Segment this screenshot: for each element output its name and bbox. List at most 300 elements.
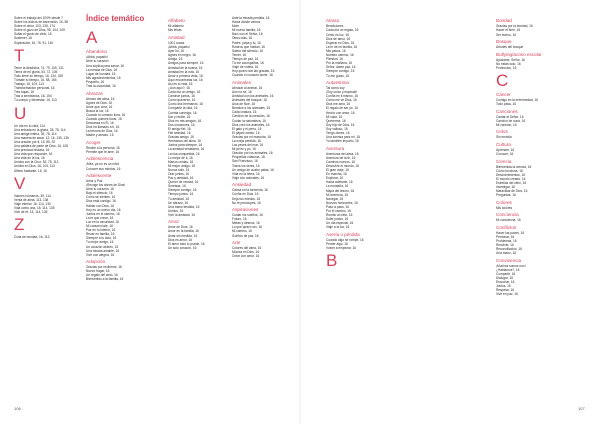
index-entry: ¿Aún aquí?, 16 xyxy=(168,86,190,90)
index-entry: Tu mejor amigo, 16 xyxy=(86,240,114,245)
index-entry: Descansa en Él, 16 xyxy=(86,121,114,126)
index-entry: Orar juntos, 16 xyxy=(168,171,190,176)
index-entry: Subir juntos, 16 xyxy=(326,217,349,222)
index-entry: Cuando tu corazón llora, 16 xyxy=(86,112,126,117)
index-heading: Abandono xyxy=(86,49,107,55)
index-entry: Hacer el bien, 16 xyxy=(496,28,521,33)
index-entry: Confía en Dios, 16 xyxy=(232,192,259,197)
index-column-4 xyxy=(232,16,274,258)
index-entry: Maravillas de Dios, 16 xyxy=(496,189,528,194)
index-heading: Ciencia xyxy=(496,158,512,164)
index-entry: Tú me acompañas, 16 xyxy=(232,61,264,66)
index-entry: Todo tiene su tiempo, 16, 134, 155 xyxy=(14,73,63,78)
index-entry: Tómate tu tiempo, 16, 58, 154 xyxy=(14,77,57,82)
index-heading: Ansiedad xyxy=(232,182,252,188)
index-entry: Canción de cuna, 16 xyxy=(496,118,526,123)
index-entry: Deja tus miedos, 16 xyxy=(232,196,261,201)
index-entry: Canción de la creación, 16 xyxy=(232,114,270,119)
index-entry: Futuro, 16 xyxy=(232,217,247,222)
index-entry: Cada día un regalo, 16 xyxy=(326,28,359,33)
index-heading: Amistad xyxy=(168,34,185,40)
index-entry: Rezar en familia, 16 xyxy=(86,232,115,237)
index-entry: Pequeñas criaturas, 16 xyxy=(232,155,265,160)
index-entry: Conocer, 16 xyxy=(496,152,514,157)
index-heading: Adolescencia xyxy=(86,156,114,162)
index-entry: Quererme, 16 xyxy=(326,118,346,123)
index-entry: Cuenta conmigo, 16 xyxy=(168,110,197,115)
index-entry: Metas y deseos, 16 xyxy=(232,221,260,226)
index-entry: Cuando algo se rompe, 16 xyxy=(326,237,364,242)
index-entry: Por el camino, 16 xyxy=(326,209,351,214)
index-entry: Una súplica para sanar, 16 xyxy=(86,63,124,68)
index-entry: No estás solo, 16 xyxy=(496,61,521,66)
section-letter: Z xyxy=(14,215,25,235)
page-title: Índice temático xyxy=(86,14,145,23)
index-entry: Confía en ti mismo, 16 xyxy=(326,94,358,99)
index-heading: Arte xyxy=(232,240,241,246)
page-number-right: 107 xyxy=(578,406,585,411)
index-heading: Adopción xyxy=(86,259,106,265)
index-entry: Ayer fui, 16 xyxy=(168,49,185,54)
index-entry: El gran viaje, 16 xyxy=(326,168,349,173)
index-entry: El pájaro cantor, 16 xyxy=(232,130,260,135)
index-entry: Un abrazo, 16 xyxy=(168,200,189,205)
index-entry: Soy valioso, 16 xyxy=(326,126,348,131)
index-entry: Vivir de fe, 16, 114, 135 xyxy=(14,210,48,214)
index-entry: Aún no sé, 16 xyxy=(232,89,252,94)
index-entry: Un amigo de cuatro patas, 16 xyxy=(232,167,274,172)
index-entry: Valores humanos, 35, 114 xyxy=(14,193,51,198)
index-entry: Tras a semblanza, 16, 154 xyxy=(14,94,52,99)
index-entry: Tiempo de paz, 16 xyxy=(232,56,259,61)
index-heading: Aventura xyxy=(326,145,345,151)
index-entry: Gracias amigo, 16 xyxy=(168,135,194,140)
index-entry: Contigo en la enfermedad, 16 xyxy=(496,98,538,103)
index-entry: Salmo del silencio, 16 xyxy=(232,48,264,53)
index-entry: ¡Abbá, papaíto! xyxy=(168,45,190,50)
index-entry: El amor todo lo puede, 16 xyxy=(168,241,205,246)
index-entry: Siempre contigo, 16 xyxy=(168,188,197,193)
index-entry: Soy hijo de Dios, 16 xyxy=(326,122,355,127)
index-entry: Bendiciones xyxy=(326,24,344,29)
index-entry: Compartir la vida, 16 xyxy=(168,106,198,111)
index-entry: Madre y abrazo, 16 xyxy=(86,133,114,138)
index-entry: Tu amistad, 16 xyxy=(168,196,189,201)
index-entry: Sobre el trabajo del 100% desde 7 xyxy=(14,16,63,20)
index-entry: ¡Mira, ya no es un niño! xyxy=(86,162,120,167)
index-entry: La fe que crece, 16 xyxy=(86,215,114,220)
index-entry: Lo mejor de ti, 16 xyxy=(168,155,193,160)
index-heading: Conflictos xyxy=(496,224,517,230)
index-entry: Hacia adelante, 16 xyxy=(326,180,353,185)
index-entry: Mis letras xyxy=(168,28,182,33)
index-entry: Viaje con animales, 16 xyxy=(232,175,265,180)
index-entry: Manos unidas, 16 xyxy=(168,159,194,164)
index-entry: Yo también importo, 16 xyxy=(326,139,359,144)
index-entry: Tras la oscuridad, 16 xyxy=(86,84,116,89)
index-entry: Un día especial, 16 xyxy=(326,221,354,226)
index-entry: Permite que te ame, 16 xyxy=(86,149,120,154)
index-entry: Juntos en el camino, 16 xyxy=(86,211,120,216)
index-heading: Abrazos xyxy=(86,90,103,96)
index-entry: Aquí encontrarás luz, 16 xyxy=(168,77,203,82)
index-entry: Respetar, 16 xyxy=(496,288,515,293)
index-entry: Plenitud, 16 xyxy=(326,57,343,62)
index-entry: Señor, dame paz, 16 xyxy=(326,65,356,70)
index-heading: Aspiraciones xyxy=(232,207,259,213)
index-entry: Amor en la familia, 16 xyxy=(168,229,199,234)
right-page xyxy=(300,0,600,424)
index-heading: Acoger xyxy=(86,139,101,145)
index-entry: Descubrimientos, 16 xyxy=(496,172,526,177)
section-letter: V xyxy=(14,173,26,193)
index-entry: Agnes de Dios, 16 xyxy=(86,100,113,105)
index-entry: Tierra de mi gloria, 53, 72, 105 xyxy=(14,69,58,74)
index-heading: Bosque xyxy=(496,39,512,45)
index-entry: Soltar el gusto de cielo, 16 xyxy=(14,32,52,37)
index-entry: Amor a primera vista, 16 xyxy=(168,73,203,78)
index-entry: ¡Soy único y especial! xyxy=(326,90,358,95)
index-entry: Tener la desdicha, 74, 79, 105, 131 xyxy=(14,65,64,70)
page-number-left: 106 xyxy=(14,406,21,411)
index-entry: Perdonar, 16 xyxy=(496,234,515,239)
index-entry: Tiempo juntos, 16 xyxy=(168,192,194,197)
section-letter: A xyxy=(86,28,98,47)
index-entry: Viaje de vuelta, 16 xyxy=(232,65,259,70)
index-entry: Ayúdame, Señor, 16 xyxy=(496,57,525,62)
index-entry: No te preocupes, 16 xyxy=(232,200,261,205)
index-entry: Cómo funciona, 16 xyxy=(496,168,523,173)
index-entry: Mi perro y yo, 16 xyxy=(232,147,256,152)
index-entry: El amigo fiel, 16 xyxy=(168,126,191,131)
index-entry: Mis pasos, 16 xyxy=(326,48,346,53)
index-entry: Amistad con los animales, 16 xyxy=(232,93,274,98)
index-entry: Agnes en negro, 16 xyxy=(168,53,196,58)
index-entry: Estrellas del cielo, 16 xyxy=(496,180,527,185)
index-entry: ¿Hablamos?, 16 xyxy=(496,267,520,272)
index-entry: Dios creó los animales, 16 xyxy=(232,122,270,127)
index-entry: Cristo es luz, 16 xyxy=(326,32,349,37)
index-entry: Mi mejor amigo, 16 xyxy=(168,163,196,168)
index-entry: Amigos para siempre, 16 xyxy=(168,61,204,66)
index-entry: Bienvenido a la familia, 16 xyxy=(86,277,124,282)
index-entry: Mapa del tesoro, 16 xyxy=(326,188,355,193)
index-entry: La mirada de Dios, 16 xyxy=(86,67,118,72)
index-entry: Mi camino, 16 xyxy=(232,229,252,234)
index-heading: Autoestima xyxy=(326,80,349,85)
section-letter: C xyxy=(496,70,509,90)
index-heading: Celos xyxy=(496,129,508,135)
index-entry: Cuando quieres llorar, 16 xyxy=(86,117,122,121)
index-entry: Zona de bondad, 16, 113 xyxy=(14,235,50,240)
index-entry: Ser bueno, 16 xyxy=(496,32,517,37)
index-entry: Paz y amistad, 16 xyxy=(168,176,194,181)
index-entry: Gracias por la bondad, 16 xyxy=(496,24,533,29)
index-entry: Transformación personal, 16 xyxy=(14,86,55,91)
index-column-1 xyxy=(14,16,69,239)
index-entry: Abre tu corazón, 16 xyxy=(86,187,114,192)
index-entry: Viaje a la luz, 16 xyxy=(326,225,350,230)
index-entry: Un día en tu vida, 114 xyxy=(14,123,45,128)
index-entry: Árboles del bosque xyxy=(496,45,524,50)
index-entry: Una entrada en la gloria, 35, 78, 114 xyxy=(14,127,66,132)
index-heading: Amor xyxy=(168,219,179,225)
index-entry: Unidos con la Cruz, 52, 78, 113 xyxy=(14,160,59,165)
index-entry: Siempre a tu lado, 16 xyxy=(86,236,117,241)
index-entry: Rumbo al cielo, 16 xyxy=(326,213,353,218)
index-entry: Amistad en la ruta, 16 xyxy=(168,69,200,74)
section-letter: B xyxy=(326,251,338,271)
index-entry: La ternura de Dios, 16 xyxy=(86,129,118,134)
index-entry: Querer de verdad, 16 xyxy=(168,180,199,185)
index-entry: Juntos, 16 xyxy=(496,284,511,289)
index-entry: Sobre los dichos de Ascensión, 16, 58 xyxy=(14,20,69,25)
index-entry: Un corazón abierto, 16 xyxy=(86,244,119,249)
index-entry: En marcha, 16 xyxy=(326,172,347,177)
index-entry: Calma en la tormenta, 16 xyxy=(232,188,268,193)
index-entry: Dar y recibir, 16 xyxy=(168,114,191,119)
index-entry: Protección, 16 xyxy=(496,65,517,70)
index-entry: Cuando el corazón duele, 16 xyxy=(232,73,273,78)
index-entry: La montaña, 16 xyxy=(326,184,349,189)
index-entry: Dios está contigo, 16 xyxy=(86,199,116,204)
index-entry: Mi corazón late, 16 xyxy=(86,224,113,229)
index-entry: Esperar en Dios, 16 xyxy=(326,40,355,45)
index-heading: Colores xyxy=(496,199,512,205)
index-entry: Cantar al Señor, 16 xyxy=(496,114,524,119)
index-entry: Dios ha llamado a ti, 16 xyxy=(86,125,120,130)
index-entry: Lo que quiero ser, 16 xyxy=(232,225,262,230)
index-heading: Adolescente xyxy=(86,173,112,179)
index-entry: Rostros que hablan, 16 xyxy=(232,44,265,49)
index-entry: Hablar con Dios, 16 xyxy=(86,203,114,208)
index-entry: Unidos, 16 xyxy=(168,208,184,213)
index-entry: Mi conciencia, 16 xyxy=(496,218,521,223)
index-entry: Gracias por mi mascota, 16 xyxy=(232,134,271,139)
index-entry: Tu cuerpo y bienestar, 16, 113 xyxy=(14,98,57,103)
index-entry: Un solo corazón, 16 xyxy=(168,245,197,250)
index-entry: Vivir en paz, 16 xyxy=(496,292,518,297)
index-entry: Venta de alma, 113, 138 xyxy=(14,197,49,202)
index-entry: Un regalo del cielo, 16 xyxy=(86,273,118,278)
section-letter: T xyxy=(14,45,25,65)
index-entry: Animales del bosque, 16 xyxy=(232,98,267,103)
index-entry: Una palabra de parte de Dios, 16, 105 xyxy=(14,143,69,148)
index-entry: Los peces del mar, 16 xyxy=(232,143,264,148)
index-entry: La amistad verdadera, 16 xyxy=(168,147,205,152)
index-entry: Escuchar, 16 xyxy=(496,279,515,284)
index-entry: Caminar juntos, 16 xyxy=(168,94,195,99)
index-entry: Amor que cura, 16 xyxy=(86,104,113,109)
index-heading: Bullying/acoso escolar xyxy=(496,51,542,57)
index-entry: Pequeño, 16 xyxy=(86,79,105,84)
index-entry: Hermanos del alma, 16 xyxy=(168,139,201,144)
index-entry: Una oración por ti, 16, 85, 92 xyxy=(14,139,56,144)
index-heading: Canciones xyxy=(496,108,518,114)
index-entry: Una mano tendida, 16 xyxy=(168,204,200,209)
index-heading: Atraso xyxy=(326,18,340,24)
index-column-2 xyxy=(86,27,125,282)
index-entry: Busca la luz, 16 xyxy=(86,108,109,113)
index-entry: Hecho con amor, 16 xyxy=(326,110,355,115)
index-entry: Nuevo hogar, 16 xyxy=(86,269,110,274)
index-entry: Cómo quererse, 16 xyxy=(168,98,196,103)
index-entry: Amigo, 16 xyxy=(168,57,183,62)
index-entry: Vivir la amistad, 16 xyxy=(168,212,195,217)
index-entry: Morir xyxy=(232,24,240,29)
index-entry: Una vida en la luz, 16 xyxy=(14,156,45,161)
index-entry: Lugar de bondad, 16 xyxy=(86,71,116,76)
index-entry: Amor de Dios, 16 xyxy=(168,225,193,230)
index-entry: Mi nueva familia, 16 xyxy=(232,28,261,33)
index-entry: Hoy quiero dar las gracias, 16 xyxy=(232,69,275,74)
index-entry: Música en Dios, 16 xyxy=(232,250,260,255)
index-entry: Amistad de la buena, 16 xyxy=(168,65,203,70)
index-entry: Cuidar los sueños, 16 xyxy=(232,213,263,218)
index-entry: Fiel amistad, 16 xyxy=(168,131,191,136)
index-entry: Bienvenida la ciencia, 16 xyxy=(496,164,532,169)
index-entry: La fe de mi familia, 16 xyxy=(326,44,358,49)
index-heading: Alfabeto xyxy=(168,18,185,24)
index-entry: Colores del alma, 16 xyxy=(232,246,262,251)
index-entry: Tres bajas, 16 xyxy=(14,90,35,95)
index-entry: Una vida que responde, 16 xyxy=(14,152,53,157)
index-entry: Cada criatura, 16 xyxy=(232,110,257,115)
index-entry: Investigar, 16 xyxy=(496,185,515,189)
index-entry: Unidos en Dios, 16, 104, 113 xyxy=(14,164,55,169)
index-entry: Mi canción, 16 xyxy=(496,122,517,127)
index-entry: Una preciosa historia, 16 xyxy=(14,148,50,153)
index-entry: Vida como una, 16, 114, 135 xyxy=(14,205,55,210)
index-entry: 1001 cosas xyxy=(168,40,185,45)
index-entry: ¡Recoge los dones de Dios! xyxy=(86,183,126,188)
index-entry: Dos corazones, 16 xyxy=(168,122,195,127)
index-entry: Amar sin medida, 16 xyxy=(168,233,198,238)
index-entry: Aventura de la fe, 16 xyxy=(326,155,356,160)
index-entry: Problemas, 16 xyxy=(496,238,517,243)
index-entry: Gracias por recibirme, 16 xyxy=(86,265,122,270)
index-entry: Descubrir el mundo, 16 xyxy=(326,163,359,168)
index-entry: Vivir con alegría, 16 xyxy=(86,252,115,257)
index-entry: Superación, 61, 76, 91, 140 xyxy=(14,40,54,45)
index-entry: Dios es amor, 16 xyxy=(168,237,192,242)
index-entry: Juntos para siempre, 16 xyxy=(168,143,203,148)
index-entry: Trabajo, 16, 104, 113 xyxy=(14,82,44,87)
index-entry: Oración por los animales, 16 xyxy=(232,151,273,156)
index-entry: Explorar, 16 xyxy=(326,176,344,181)
index-entry: Abrazar al animal, 16 xyxy=(232,85,263,90)
index-entry: Siempre contigo, 16 xyxy=(326,69,355,74)
index-entry: Paso a paso, 16 xyxy=(326,204,350,209)
index-entry: Caminos nuevos, 16 xyxy=(326,159,356,164)
index-entry: Navegar, 16 xyxy=(326,196,344,201)
index-entry: Padre, papá y tú, 16 xyxy=(232,40,261,45)
index-entry: Una sonrisa para mí, 16 xyxy=(326,135,361,140)
index-entry: Cómo me ve Dios, 16 xyxy=(326,98,357,103)
index-entry: Nunca solo, 16 xyxy=(168,167,190,172)
index-entry: Perder algo, 16 xyxy=(326,241,348,246)
index-entry: Una mirada amable, 16 xyxy=(86,248,120,253)
index-entry: Sobre el gozo de Dios, 98, 104, 109 xyxy=(14,28,65,33)
index-entry: Temer, 16 xyxy=(232,52,246,57)
index-entry: Arca de Noé, 16 xyxy=(232,102,256,107)
section-letter: U xyxy=(14,103,27,123)
index-entry: ¡Muchos somos uno! xyxy=(496,263,526,268)
index-heading: Cultura xyxy=(496,141,511,147)
index-entry: Tú me guías, 16 xyxy=(326,73,350,78)
index-entry: Nací con el Señor, 16 xyxy=(232,32,263,37)
index-entry: Sostener, 16 xyxy=(14,36,32,41)
index-entry: Hoy es un nuevo día, 16 xyxy=(86,207,121,212)
index-entry: Bajo el silencio, 16 xyxy=(86,191,113,196)
index-entry: Cómo se sienten, 16 xyxy=(86,195,116,200)
index-entry: Compartir, 16 xyxy=(496,271,516,276)
index-entry: Mi valor, 16 xyxy=(326,114,343,119)
index-heading: Avería o pérdida xyxy=(326,231,360,237)
index-entry: Así es tu vida, 16 xyxy=(168,81,193,86)
index-entry: Amor y Paz xyxy=(86,179,103,184)
index-column-6 xyxy=(496,16,542,296)
index-entry: Bendice a los animales, 16 xyxy=(232,106,271,111)
index-entry: Resolver, 16 xyxy=(496,242,514,247)
index-heading: Animales xyxy=(232,79,251,85)
index-entry: La oveja perdida, 16 xyxy=(232,139,261,144)
index-entry: La risa compartida, 16 xyxy=(168,151,200,156)
index-entry: Una manera de amar, 12, 16, 135, 136 xyxy=(14,135,69,140)
index-entry: Nuestro camino, 16 xyxy=(326,53,354,58)
index-column-5 xyxy=(326,16,364,271)
index-entry: Nuevos horizontes, 16 xyxy=(326,200,358,205)
index-heading: Conciencia xyxy=(496,212,519,218)
index-entry: Crear con amor, 16 xyxy=(232,254,260,259)
index-entry: Mis colores xyxy=(496,205,513,210)
index-entry: Recibe a la persona, 16 xyxy=(86,145,120,150)
index-entry: Conocer sus miedos, 16 xyxy=(86,166,121,171)
index-entry: Preguntas, 16 xyxy=(496,193,516,198)
index-entry: Dios de amor, 16 xyxy=(326,36,351,41)
index-entry: Sin envidia xyxy=(496,135,512,140)
index-entry: Una amiga íntima, 35, 78, 114 xyxy=(14,131,57,136)
index-entry: Todos los seres, 16 xyxy=(232,163,260,168)
index-entry: Dios me ama, 16 xyxy=(326,102,351,107)
index-entry: Aprender, 16 xyxy=(496,147,515,152)
index-entry: Cada día un amigo, 16 xyxy=(168,90,201,95)
index-entry: Luz en la oscuridad, 16 xyxy=(86,219,119,224)
index-entry: Último bastante, 15, 16 xyxy=(14,168,47,173)
index-entry: El regalo de ser yo, 16 xyxy=(326,106,358,111)
index-entry: Por la mañana, 16 xyxy=(326,61,353,66)
index-entry: Ante la mirada perdida, 16 xyxy=(232,16,270,20)
index-entry: Abrir tu corazón xyxy=(86,59,109,64)
index-entry: Mi aventura, 16 xyxy=(326,192,348,197)
index-heading: Bondad xyxy=(496,18,512,24)
index-entry: Sonrisas, 16 xyxy=(168,184,186,189)
index-entry: Aventuras del alma, 16 xyxy=(326,151,359,156)
index-entry: Tengo dones, 16 xyxy=(326,131,350,136)
index-entry: Todo pasa, 16 xyxy=(496,102,517,107)
index-entry: Mi alfabeto xyxy=(168,24,184,29)
index-entry: El mundo creado, 16 xyxy=(496,176,526,181)
index-entry: Como dos hermanos, 16 xyxy=(168,102,203,107)
index-entry: Abrazo del alma, 16 xyxy=(86,96,115,101)
index-entry: Cuidar la naturaleza, 16 xyxy=(232,118,266,123)
index-heading: Cáncer xyxy=(496,92,511,98)
index-entry: Tal como soy xyxy=(326,86,345,90)
index-heading: Convivencia xyxy=(496,257,522,263)
index-entry: Paz en tu interior, 16 xyxy=(86,228,116,233)
index-entry: Reconciliación, 16 xyxy=(496,247,522,252)
index-entry: ¡Abbá, papaíto! xyxy=(86,55,108,60)
